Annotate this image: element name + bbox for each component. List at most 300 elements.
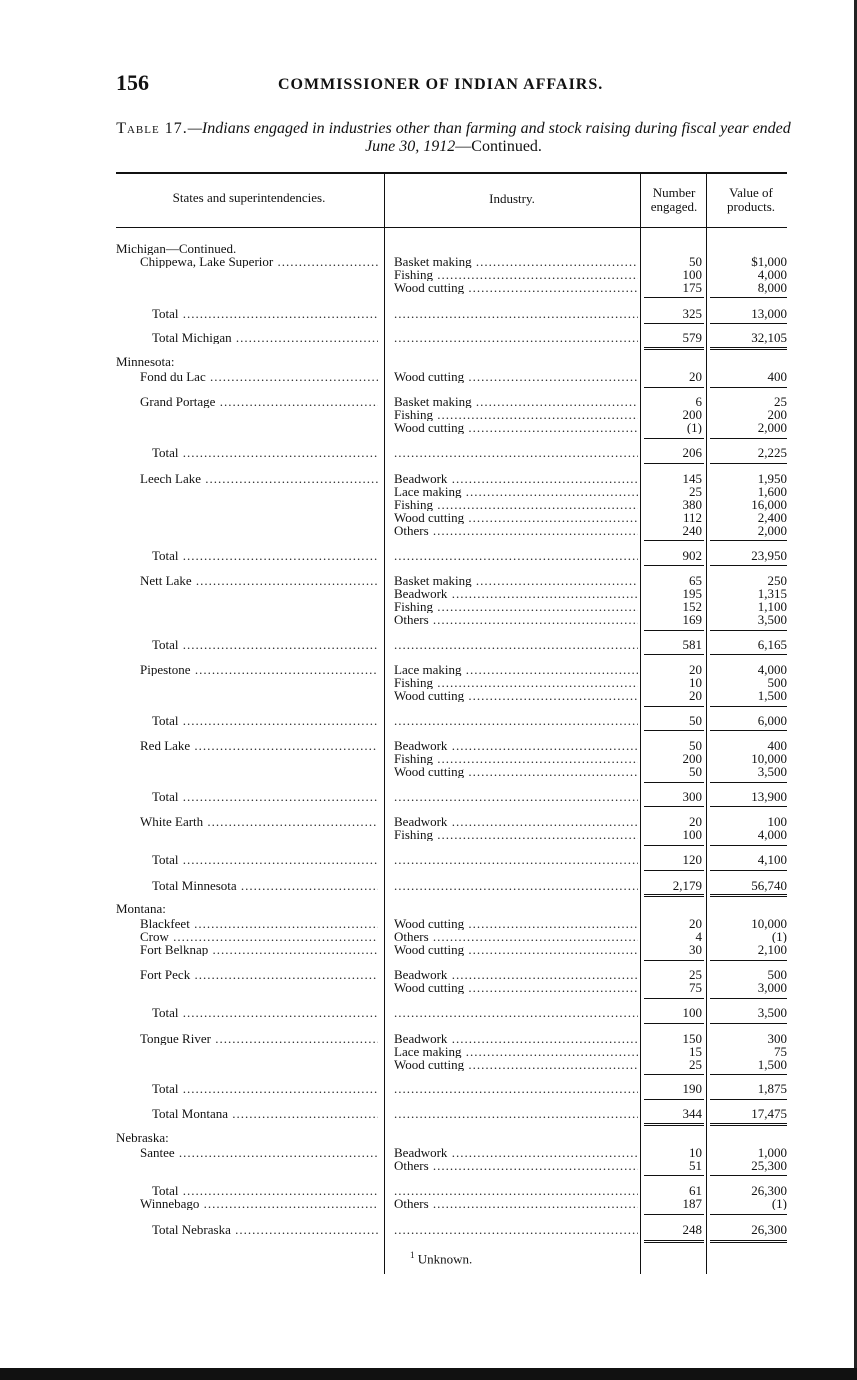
cell-value-of-products: 1,100 [757,600,787,613]
total-rule [644,730,704,731]
cell-number-engaged: 152 [682,600,702,613]
cell-number-engaged: 579 [682,331,702,344]
total-rule [710,438,787,439]
cell-industry: Beadwork ..... [394,1146,638,1159]
total-rule [710,998,787,999]
cell-value-of-products: 16,000 [751,498,787,511]
table-top-rule [116,172,787,174]
cell-state: Total Nebraska ..... [152,1223,378,1236]
cell-number-engaged: 100 [682,828,702,841]
cell-state: Total ..... [152,1082,378,1095]
cell-state: Total ..... [152,638,378,651]
table-row [0,524,857,537]
cell-value-of-products: 13,900 [751,790,787,803]
cell-industry: Fishing ..... [394,828,638,841]
cell-state: Total ..... [152,714,378,727]
cell-value-of-products: 400 [767,739,787,752]
header-industry: Industry. [489,191,535,206]
table-row [0,255,857,268]
cell-value-of-products: (1) [771,930,787,943]
table-row [0,498,857,511]
cell-value-of-products: 500 [767,676,787,689]
cell-industry: Fishing ..... [394,676,638,689]
cell-industry: Fishing ..... [394,268,638,281]
cell-number-engaged: 112 [682,511,702,524]
cell-value-of-products: 300 [767,1032,787,1045]
double-total-rule [710,894,787,897]
cell-number-engaged: 145 [682,472,702,485]
cell-industry [394,714,638,727]
double-total-rule [710,347,787,350]
cell-industry: Wood cutting ..... [394,981,638,994]
table-row [0,485,857,498]
cell-number-engaged: 30 [689,943,702,956]
cell-industry: Fishing ..... [394,408,638,421]
cell-value-of-products: (1) [771,1197,787,1210]
cell-value-of-products: 2,000 [757,524,787,537]
cell-industry [394,446,638,459]
total-rule [644,323,704,324]
total-rule [644,540,704,541]
table-row [0,1223,857,1236]
cell-state: Minnesota: [116,355,175,368]
cell-number-engaged: 20 [689,917,702,930]
table-row [0,790,857,803]
cell-state: Total Michigan ..... [152,331,378,344]
cell-industry: Fishing ..... [394,498,638,511]
cell-number-engaged: 50 [689,739,702,752]
cell-number-engaged: 65 [689,574,702,587]
cell-number-engaged: 248 [682,1223,702,1236]
table-row [0,446,857,459]
table-row [0,1082,857,1095]
cell-state: Montana: [116,902,166,915]
cell-state: Blackfeet ..... [140,917,378,930]
cell-value-of-products: 6,165 [757,638,787,651]
cell-number-engaged: 2,179 [672,879,702,892]
total-rule [710,782,787,783]
footnote [410,1250,472,1267]
table-row [0,1197,857,1210]
table-row [0,638,857,651]
footnote-marker: 1 [410,1250,415,1260]
cell-industry: Wood cutting ..... [394,689,638,702]
cell-number-engaged: 190 [682,1082,702,1095]
total-rule [710,706,787,707]
cell-value-of-products: 17,475 [751,1107,787,1120]
cell-value-of-products: 250 [767,574,787,587]
cell-industry: Others ..... [394,1197,638,1210]
total-rule [644,297,704,298]
table-row [0,765,857,778]
table-row [0,902,857,915]
header-state: States and superintendencies. [172,190,326,205]
cell-state: Nett Lake ..... [140,574,378,587]
cell-industry: Wood cutting ..... [394,511,638,524]
total-rule [644,1175,704,1176]
cell-industry [394,1006,638,1019]
cell-value-of-products: 25,300 [751,1159,787,1172]
table-caption [116,120,791,156]
cell-state: Leech Lake ..... [140,472,378,485]
total-rule [710,845,787,846]
double-total-rule [710,1240,787,1243]
table-row [0,242,857,255]
total-rule [710,960,787,961]
total-rule [644,960,704,961]
total-rule [644,565,704,566]
total-rule [710,1074,787,1075]
scan-bottom-border [0,1368,857,1380]
table-row [0,281,857,294]
cell-value-of-products: 400 [767,370,787,383]
cell-value-of-products: 1,600 [757,485,787,498]
total-rule [710,323,787,324]
table-row [0,853,857,866]
cell-number-engaged: 10 [689,1146,702,1159]
cell-state: Red Lake ..... [140,739,378,752]
total-rule [710,730,787,731]
cell-state: Total Montana ..... [152,1107,378,1120]
cell-industry: Others ..... [394,613,638,626]
cell-number-engaged: 100 [682,268,702,281]
double-total-rule [644,1123,704,1126]
header-value: Value of products. [726,185,776,214]
cell-state: Tongue River ..... [140,1032,378,1045]
cell-number-engaged: 175 [682,281,702,294]
table-row [0,511,857,524]
cell-state: Total ..... [152,1006,378,1019]
table-row [0,676,857,689]
cell-state: Fond du Lac ..... [140,370,378,383]
cell-industry: Basket making ..... [394,255,638,268]
cell-number-engaged: 20 [689,689,702,702]
double-total-rule [644,1240,704,1243]
total-rule [644,1214,704,1215]
cell-number-engaged: 25 [689,968,702,981]
cell-industry: Wood cutting ..... [394,765,638,778]
cell-value-of-products: 56,740 [751,879,787,892]
cell-number-engaged: 50 [689,714,702,727]
running-head: COMMISSIONER OF INDIAN AFFAIRS. [278,76,604,93]
cell-value-of-products: 1,950 [757,472,787,485]
cell-value-of-products: 10,000 [751,752,787,765]
total-rule [644,654,704,655]
cell-state: Total ..... [152,446,378,459]
table-row [0,1058,857,1071]
cell-value-of-products: 2,225 [757,446,787,459]
cell-number-engaged: 240 [682,524,702,537]
cell-industry: Lace making ..... [394,485,638,498]
cell-number-engaged: 25 [689,485,702,498]
cell-value-of-products: 1,500 [757,689,787,702]
cell-number-engaged: 50 [689,255,702,268]
table-row [0,1107,857,1120]
table-row [0,331,857,344]
total-rule [710,1214,787,1215]
cell-value-of-products: 1,000 [757,1146,787,1159]
cell-industry: Beadwork ..... [394,1032,638,1045]
cell-value-of-products: 10,000 [751,917,787,930]
cell-value-of-products: 4,000 [757,268,787,281]
cell-state: Nebraska: [116,1131,169,1144]
cell-state: Fort Peck ..... [140,968,378,981]
cell-number-engaged: 325 [682,307,702,320]
total-rule [644,1099,704,1100]
table-row [0,268,857,281]
total-rule [710,565,787,566]
cell-value-of-products: 4,000 [757,828,787,841]
total-rule [644,630,704,631]
cell-value-of-products: 100 [767,815,787,828]
cell-industry: Beadwork ..... [394,815,638,828]
cell-state: Total ..... [152,1184,378,1197]
cell-industry: Fishing ..... [394,600,638,613]
cell-industry [394,790,638,803]
total-rule [644,870,704,871]
cell-number-engaged: 169 [682,613,702,626]
cell-value-of-products: 1,315 [757,587,787,600]
total-rule [644,782,704,783]
table-row [0,370,857,383]
table-row [0,472,857,485]
cell-state: Fort Belknap ..... [140,943,378,956]
cell-value-of-products: 75 [774,1045,787,1058]
cell-number-engaged: 200 [682,752,702,765]
cell-number-engaged: 75 [689,981,702,994]
cell-industry [394,1184,638,1197]
total-rule [644,438,704,439]
table-row [0,1045,857,1058]
table-row [0,1146,857,1159]
cell-industry: Beadwork ..... [394,739,638,752]
table-row [0,587,857,600]
cell-number-engaged: 200 [682,408,702,421]
cell-number-engaged: (1) [686,421,702,434]
table-title-suffix: —Continued. [455,138,542,155]
cell-number-engaged: 61 [689,1184,702,1197]
table-row [0,739,857,752]
cell-industry [394,1223,638,1236]
table-title: —Indians engaged in industries other than farming and stock raising during fiscal year ended June 30, 1912 [187,120,791,155]
cell-state: Chippewa, Lake Superior ..... [140,255,378,268]
cell-state: White Earth ..... [140,815,378,828]
total-rule [710,630,787,631]
total-rule [710,1023,787,1024]
cell-value-of-products: 3,500 [757,765,787,778]
cell-industry: Fishing ..... [394,752,638,765]
table-row [0,968,857,981]
cell-value-of-products: $1,000 [751,255,787,268]
cell-industry [394,853,638,866]
cell-industry: Basket making ..... [394,574,638,587]
table-row [0,1006,857,1019]
cell-value-of-products: 25 [774,395,787,408]
table-row [0,930,857,943]
total-rule [710,387,787,388]
double-total-rule [644,894,704,897]
cell-value-of-products: 200 [767,408,787,421]
page-number: 156 [116,70,149,95]
cell-number-engaged: 150 [682,1032,702,1045]
double-total-rule [710,1123,787,1126]
cell-state: Grand Portage ..... [140,395,378,408]
table-row [0,613,857,626]
total-rule [710,654,787,655]
cell-number-engaged: 15 [689,1045,702,1058]
cell-number-engaged: 20 [689,815,702,828]
cell-value-of-products: 6,000 [757,714,787,727]
cell-number-engaged: 300 [682,790,702,803]
cell-state: Michigan—Continued. [116,242,237,255]
cell-value-of-products: 3,500 [757,613,787,626]
cell-value-of-products: 26,300 [751,1184,787,1197]
cell-value-of-products: 500 [767,968,787,981]
table-row [0,1184,857,1197]
cell-value-of-products: 4,000 [757,663,787,676]
cell-number-engaged: 25 [689,1058,702,1071]
cell-state: Pipestone ..... [140,663,378,676]
table-row [0,714,857,727]
total-rule [710,806,787,807]
total-rule [644,1023,704,1024]
table-row [0,828,857,841]
table-row [0,408,857,421]
cell-value-of-products: 1,875 [757,1082,787,1095]
table-row [0,1032,857,1045]
cell-value-of-products: 26,300 [751,1223,787,1236]
cell-state: Total ..... [152,790,378,803]
cell-industry: Wood cutting ..... [394,370,638,383]
cell-industry: Basket making ..... [394,395,638,408]
cell-number-engaged: 10 [689,676,702,689]
cell-industry: Others ..... [394,930,638,943]
cell-state: Total Minnesota ..... [152,879,378,892]
table-row [0,917,857,930]
total-rule [644,806,704,807]
cell-number-engaged: 20 [689,663,702,676]
total-rule [644,463,704,464]
cell-number-engaged: 120 [682,853,702,866]
cell-number-engaged: 581 [682,638,702,651]
cell-number-engaged: 187 [682,1197,702,1210]
double-total-rule [644,347,704,350]
cell-state: Total ..... [152,307,378,320]
cell-industry: Others ..... [394,524,638,537]
total-rule [644,845,704,846]
total-rule [644,1074,704,1075]
cell-industry [394,1082,638,1095]
cell-value-of-products: 8,000 [757,281,787,294]
table-row [0,355,857,368]
cell-industry: Wood cutting ..... [394,281,638,294]
table-label: Table 17. [116,120,188,137]
table-row [0,600,857,613]
table-row [0,574,857,587]
total-rule [644,387,704,388]
total-rule [710,1175,787,1176]
cell-number-engaged: 902 [682,549,702,562]
cell-number-engaged: 206 [682,446,702,459]
cell-industry: Wood cutting ..... [394,943,638,956]
cell-state: Total ..... [152,549,378,562]
cell-number-engaged: 50 [689,765,702,778]
cell-industry: Others ..... [394,1159,638,1172]
table-row [0,689,857,702]
cell-industry: Lace making ..... [394,663,638,676]
cell-industry [394,549,638,562]
cell-value-of-products: 2,100 [757,943,787,956]
table-row [0,815,857,828]
cell-state: Winnebago ..... [140,1197,378,1210]
total-rule [710,1099,787,1100]
table-row [0,879,857,892]
cell-number-engaged: 380 [682,498,702,511]
cell-number-engaged: 51 [689,1159,702,1172]
table-row [0,752,857,765]
cell-value-of-products: 3,000 [757,981,787,994]
table-row [0,1131,857,1144]
cell-number-engaged: 20 [689,370,702,383]
table-row [0,307,857,320]
cell-value-of-products: 2,000 [757,421,787,434]
table-row [0,395,857,408]
table-row [0,943,857,956]
cell-number-engaged: 4 [695,930,702,943]
table-row [0,1159,857,1172]
cell-number-engaged: 6 [695,395,702,408]
cell-industry: Wood cutting ..... [394,917,638,930]
cell-value-of-products: 3,500 [757,1006,787,1019]
cell-industry: Wood cutting ..... [394,421,638,434]
total-rule [644,706,704,707]
cell-industry: Beadwork ..... [394,587,638,600]
total-rule [710,870,787,871]
cell-industry: Beadwork ..... [394,472,638,485]
cell-value-of-products: 23,950 [751,549,787,562]
cell-industry: Wood cutting ..... [394,1058,638,1071]
total-rule [710,297,787,298]
header-number: Number engaged. [650,185,698,214]
footnote-text: Unknown. [417,1251,473,1267]
cell-state: Crow ..... [140,930,378,943]
cell-value-of-products: 2,400 [757,511,787,524]
cell-industry [394,1107,638,1120]
cell-industry [394,879,638,892]
cell-value-of-products: 1,500 [757,1058,787,1071]
cell-industry: Beadwork ..... [394,968,638,981]
table-row [0,549,857,562]
table-row [0,421,857,434]
header-bottom-rule [116,227,787,228]
table-row [0,981,857,994]
cell-value-of-products: 13,000 [751,307,787,320]
cell-number-engaged: 100 [682,1006,702,1019]
cell-industry: Lace making ..... [394,1045,638,1058]
cell-number-engaged: 344 [682,1107,702,1120]
cell-number-engaged: 195 [682,587,702,600]
cell-value-of-products: 32,105 [751,331,787,344]
total-rule [644,998,704,999]
total-rule [710,463,787,464]
total-rule [710,540,787,541]
cell-industry [394,307,638,320]
cell-industry [394,331,638,344]
cell-state: Santee ..... [140,1146,378,1159]
cell-value-of-products: 4,100 [757,853,787,866]
table-row [0,663,857,676]
cell-industry [394,638,638,651]
